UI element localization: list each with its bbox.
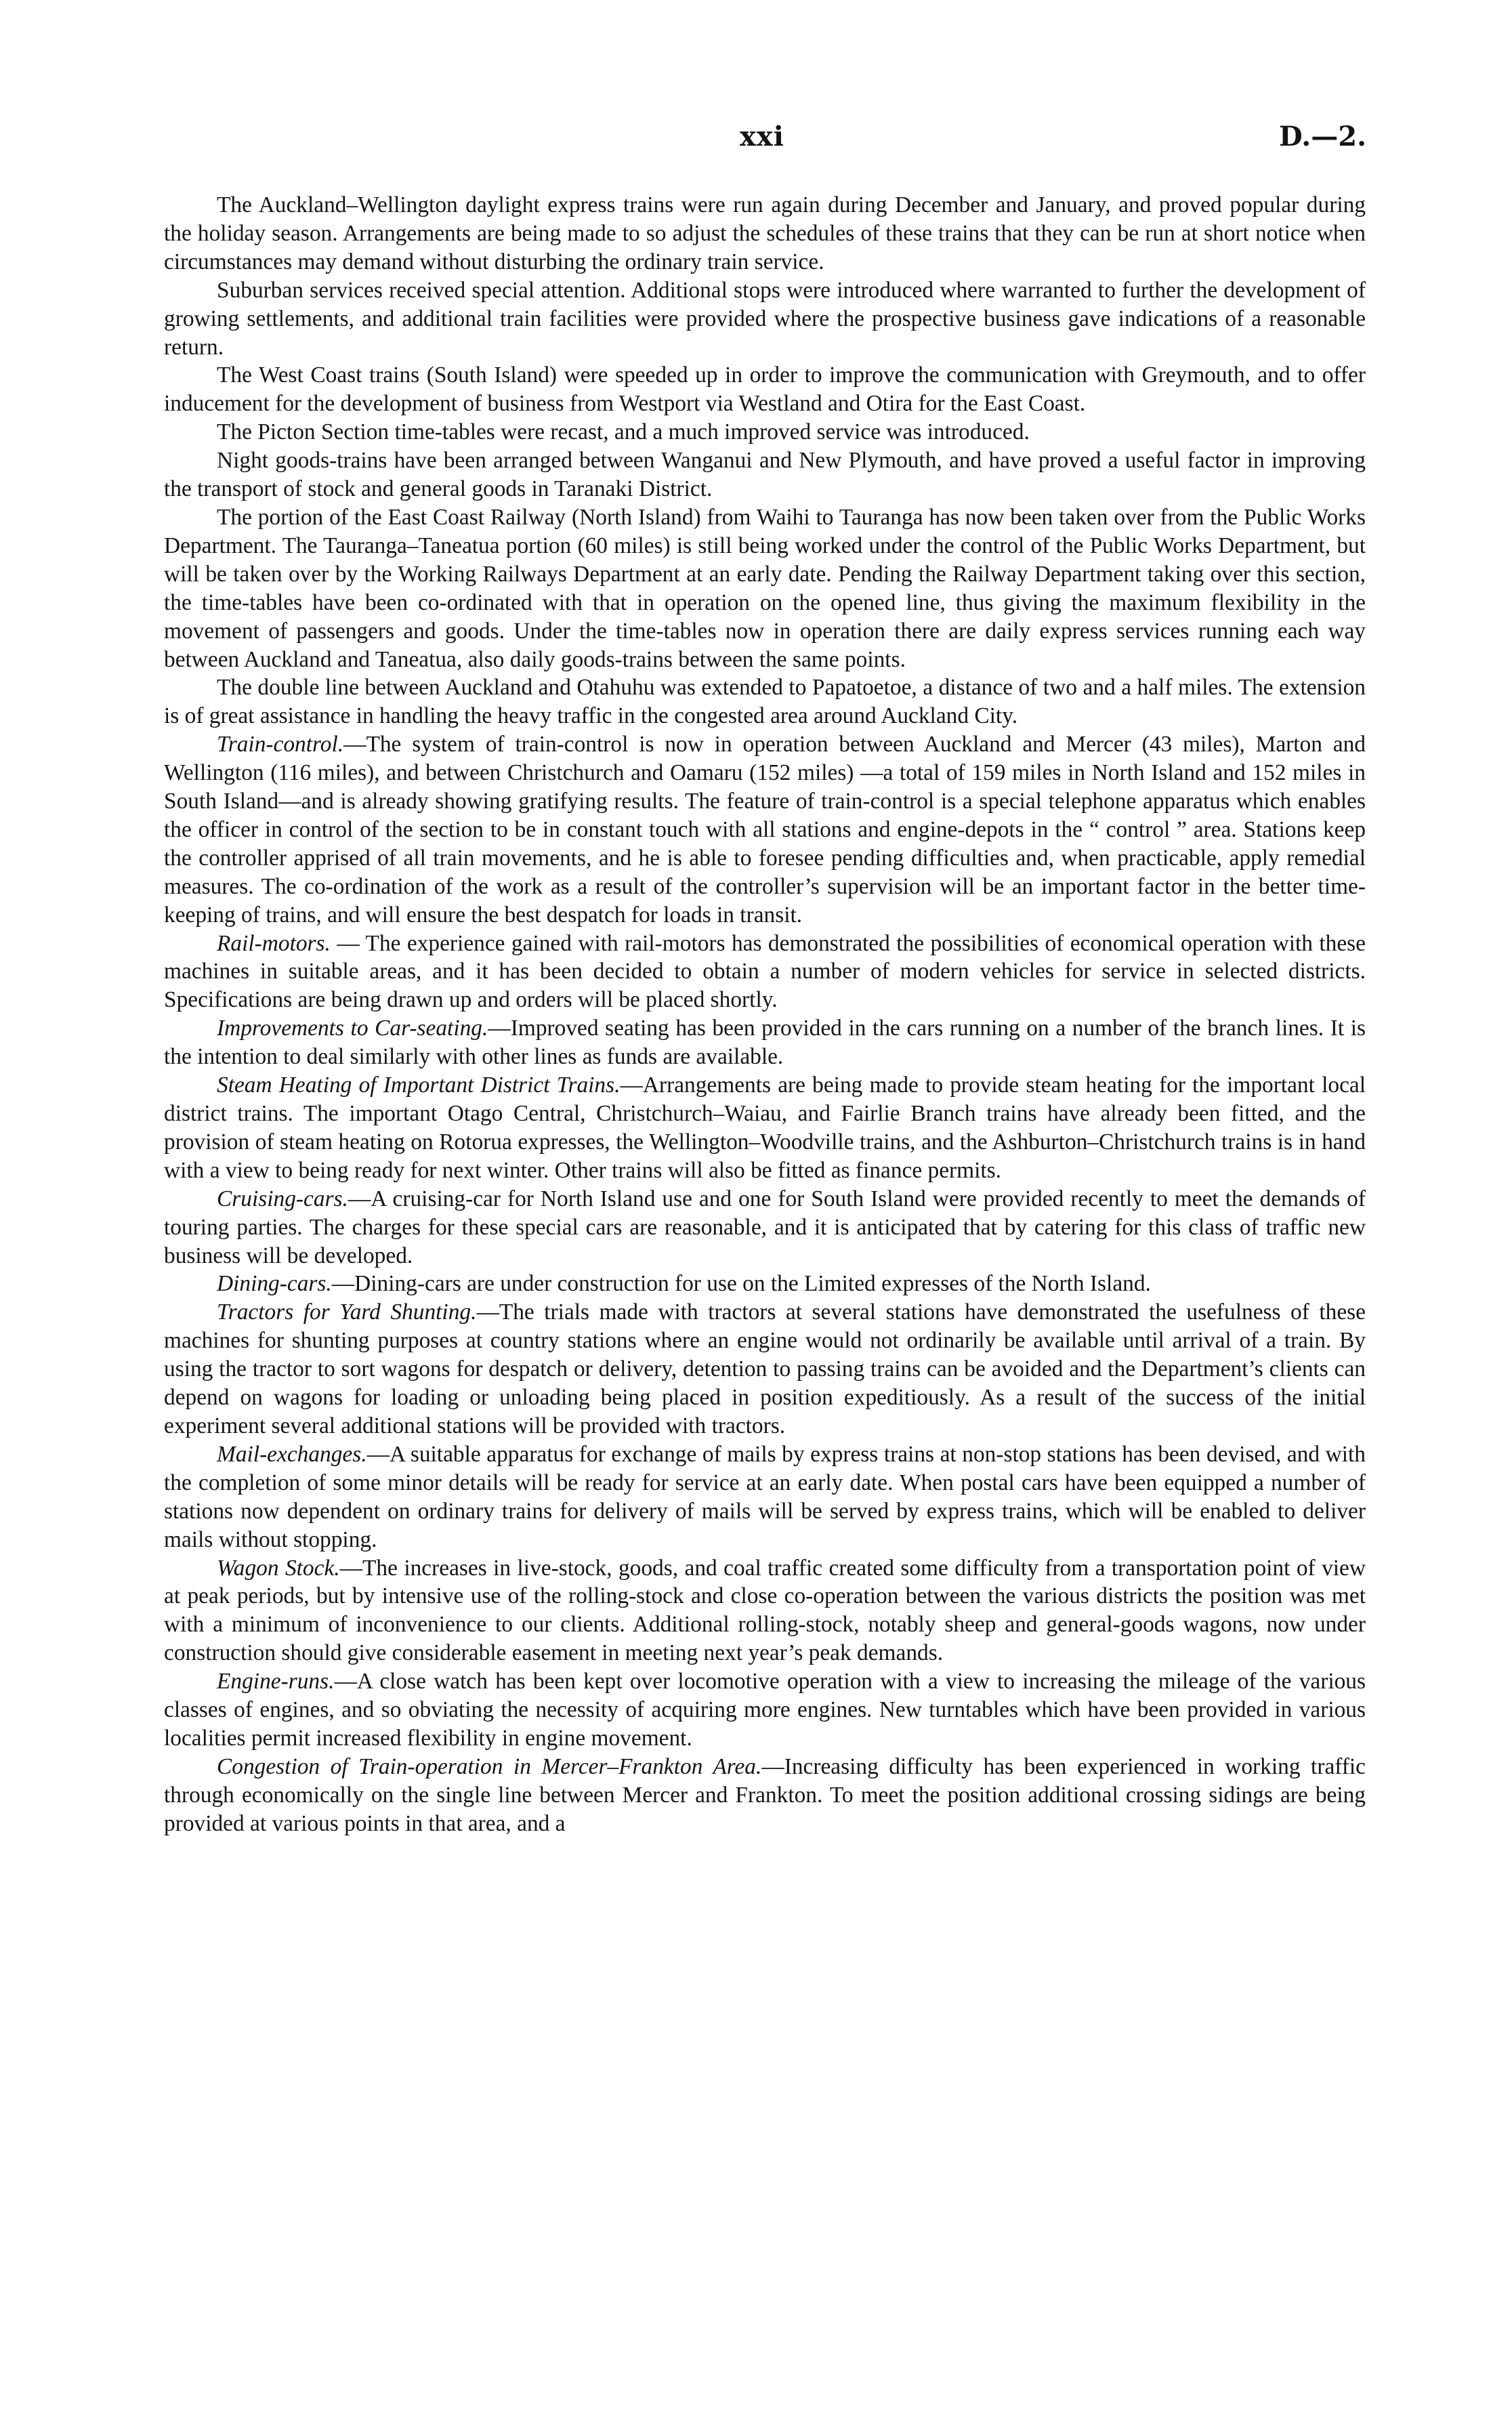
paragraph-cruising-cars: Cruising-cars.—A cruising-car for North Island use and one for South Island were provided recently to meet the demands of touring parties. The charges for these special cars are reasonable, and it is anticipated that by catering for this class of traffic new business will be developed.: [164, 1186, 1366, 1268]
body-text: [164, 191, 1366, 1838]
paragraph-west-coast-trains: The West Coast trains (South Island) were speeded up in order to improve the communication with Greymouth, and to offer inducement for the development of business from Westport via Westland and Otira for the East Coast.: [164, 362, 1366, 417]
paragraph-car-seating: Improvements to Car-seating.—Improved seating has been provided in the cars running on a number of the branch lines. It is the intention to deal similarly with other lines as funds are available.: [164, 1016, 1366, 1070]
paragraph-express-trains: The Auckland–Wellington daylight express trains were run again during December and January, and proved popular during the holiday season. Arrangements are being made to so adjust the schedules of these trains that they can be run at short notice when circumstances may demand without disturbing the ordinary train service.: [164, 192, 1366, 274]
paragraph-wagon-stock: Wagon Stock.—The increases in live-stock, goods, and coal traffic created some difficulty from a transportation point of view at peak periods, but by intensive use of the rolling-stock and close co-operation between the various districts the position was met with a minimum of inconvenience to our clients. Additional rolling-stock, notably sheep and general-goods wagons, now under construction should give considerable easement in meeting next year’s peak demands.: [164, 1555, 1366, 1666]
paragraph-picton-section: The Picton Section time-tables were recast, and a much improved service was introduced.: [217, 419, 1030, 445]
paragraph-double-line: The double line between Auckland and Otahuhu was extended to Papatoetoe, a distance of two and a half miles. The extension is of great assistance in handling the heavy traffic in the congested area around Auckland City.: [164, 675, 1366, 729]
paragraph-night-goods-trains: Night goods-trains have been arranged between Wanganui and New Plymouth, and have proved a useful factor in improving the transport of stock and general goods in Taranaki District.: [164, 448, 1366, 502]
paragraph-tractors: Tractors for Yard Shunting.—The trials made with tractors at several stations have demonstrated the usefulness of these machines for shunting purposes at country stations where an engine would not ordinarily be available until arrival of a train. By using the tractor to sort wagons for despatch or delivery, detention to passing trains can be avoided and the Department’s clients can depend on wagons for loading or unloading being placed in position expeditiously. As a result of the success of the initial experiment several additional stations will be provided with tractors.: [164, 1299, 1366, 1438]
paragraph-mail-exchanges: Mail-exchanges.—A suitable apparatus for exchange of mails by express trains at non-stop stations has been devised, and with the completion of some minor details will be ready for service at an early date. When postal cars have been equipped a number of stations now dependent on ordinary trains for delivery of mails will be served by express trains, which will be enabled to deliver mails without stopping.: [164, 1441, 1366, 1552]
paragraph-dining-cars: Dining-cars.—Dining-cars are under construction for use on the Limited expresses of the North Island.: [217, 1271, 1151, 1297]
document-reference: D.—2.: [1279, 121, 1366, 152]
page-header: [0, 121, 1512, 161]
paragraph-congestion: Congestion of Train-operation in Mercer–Frankton Area.—Increasing difficulty has been experienced in working traffic through economically on the single line between Mercer and Frankton. To meet the position additional crossing sidings are being provided at various points in that area, and a: [164, 1753, 1366, 1836]
paragraph-steam-heating: Steam Heating of Important District Trains.—Arrangements are being made to provide steam heating for the important local district trains. The important Otago Central, Christchurch–Waiau, and Fairlie Branch trains have already been fitted, and the provision of steam heating on Rotorua expresses, the Wellington–Woodville trains, and the Ashburton–Christchurch trains is in hand with a view to being ready for next winter. Other trains will also be fitted as finance permits.: [164, 1073, 1366, 1183]
page-number: xxi: [740, 121, 784, 152]
paragraph-suburban-services: Suburban services received special attention. Additional stops were introduced where warranted to further the development of growing settlements, and additional train facilities were provided where the prospective business gave indications of a reasonable return.: [164, 277, 1366, 360]
paragraph-rail-motors: Rail-motors. — The experience gained with rail-motors has demonstrated the possibilities of economical operation with these machines in suitable areas, and it has been decided to obtain a number of modern vehicles for service in selected districts. Specifications are being drawn up and orders will be placed shortly.: [164, 930, 1366, 1013]
paragraph-engine-runs: Engine-runs.—A close watch has been kept over locomotive operation with a view to increasing the mileage of the various classes of engines, and so obviating the necessity of acquiring more engines. New turntables which have been provided in various localities permit increased flexibility in engine movement.: [164, 1669, 1366, 1751]
paragraph-train-control: Train-control.—The system of train-control is now in operation between Auckland and Mercer (43 miles), Marton and Wellington (116 miles), and between Christchurch and Oamaru (152 miles) —a total of 159 miles in North Island and 152 miles in South Island—and is already showing gratifying results. The feature of train-control is a special telephone apparatus which enables the officer in control of the section to be in constant touch with all stations and engine-depots in the “ control ” area. Stations keep the controller apprised of all train movements, and he is able to foresee pending difficulties and, when practicable, apply remedial measures. The co-ordination of the work as a result of the controller’s supervision will be an important factor in the better time-keeping of trains, and will ensure the best despatch for loads in transit.: [164, 732, 1366, 928]
paragraph-east-coast-railway: The portion of the East Coast Railway (North Island) from Waihi to Tauranga has now been taken over from the Public Works Department. The Tauranga–Taneatua portion (60 miles) is still being worked under the control of the Public Works Department, but will be taken over by the Working Railways Department at an early date. Pending the Railway Department taking over this section, the time-tables have been co-ordinated with that in operation on the opened line, thus giving the maximum flexibility in the movement of passengers and goods. Under the time-tables now in operation there are daily express services running each way between Auckland and Taneatua, also daily goods-trains between the same points.: [164, 504, 1366, 672]
